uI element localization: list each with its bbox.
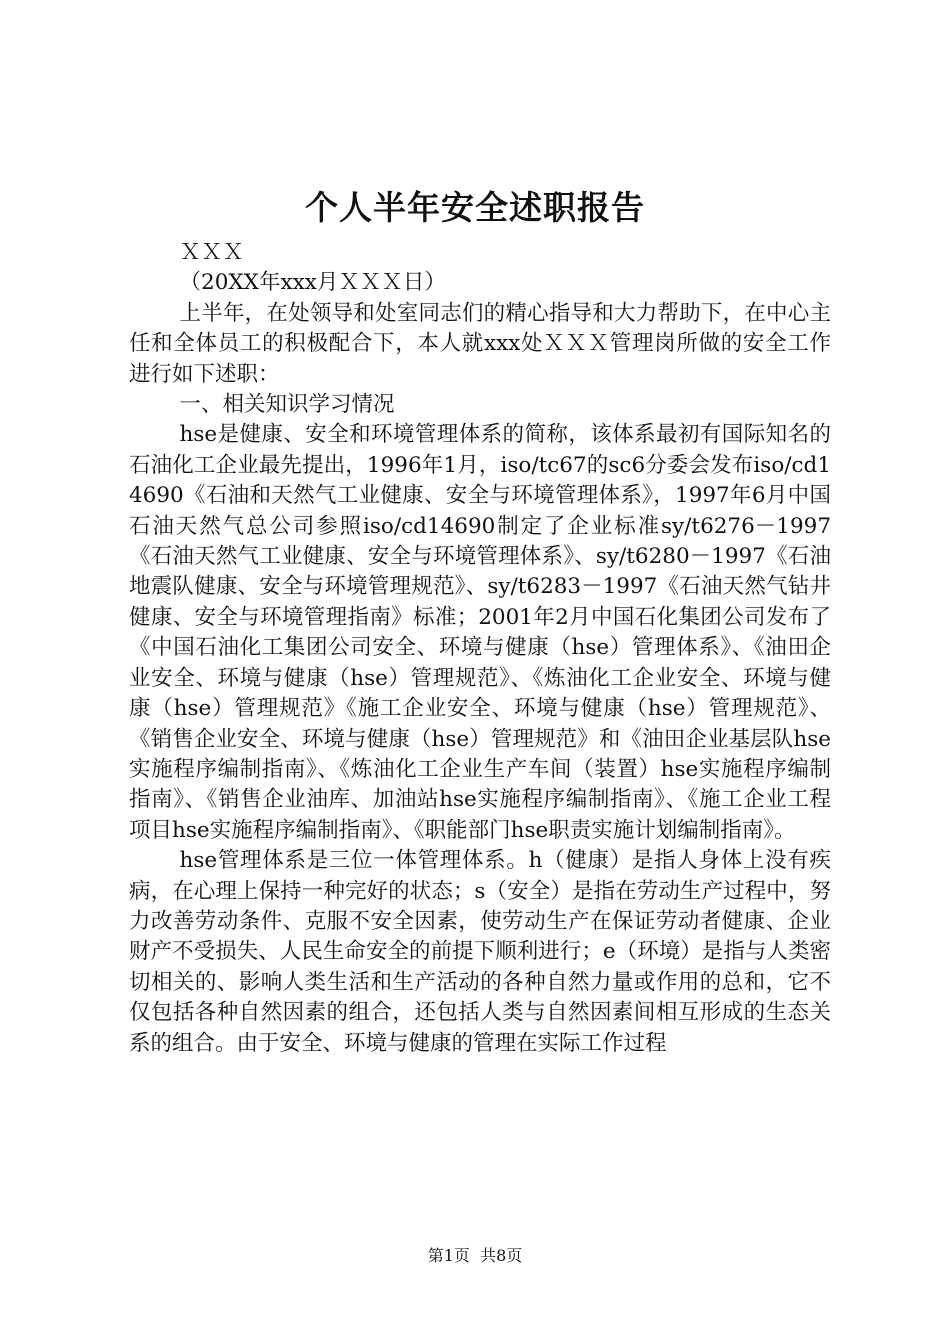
paragraph-hse-definition: hse管理体系是三位一体管理体系。h（健康）是指人身体上没有疾病，在心理上保持一种完好的状态；s（安全）是指在劳动生产过程中，努力改善劳动条件、克服不安全因素，使劳动生产在保证劳动者健康、企业财产不受损失、人民生命安全的前提下顺利进行；e（环境）是指与人类密切相关的、影响人类生活和生产活动的各种自然力量或作用的总和，它不仅包括各种自然因素的组合，还包括人类与自然因素间相互形成的生态关系的组合。由于安全、环境与健康的管理在实际工作过程	[129, 848, 831, 1056]
document-title: 个人半年安全述职报告	[305, 188, 645, 227]
page-number: 第1页	[427, 1246, 470, 1265]
author-line: ＸＸＸ	[179, 240, 245, 265]
paragraph-hse-history: hse是健康、安全和环境管理体系的简称，该体系最初有国际知名的石油化工企业最先提出，1996年1月，iso/tc67的sc6分委会发布iso/cd14690《石油和天然气工业健康、安全与环境管理体系》，1997年6月中国石油天然气总公司参照iso/cd14690制定了企业标准sy/t6276－1997《石油天然气工业健康、安全与环境管理体系》、sy/t6280－1997《石油地震队健康、安全与环境管理规范》、sy/t6283－1997《石油天然气钻井健康、安全与环境管理指南》标准；2001年2月中国石化集团公司发布了《中国石油化工集团公司安全、环境与健康（hse）管理体系》、《油田企业安全、环境与健康（hse）管理规范》、《炼油化工企业安全、环境与健康（hse）管理规范》《施工企业安全、环境与健康（hse）管理规范》、《销售企业安全、环境与健康（hse）管理规范》和《油田企业基层队hse实施程序编制指南》、《炼油化工企业生产车间（装置）hse实施程序编制指南》、《销售企业油库、加油站hse实施程序编制指南》、《施工企业工程项目hse实施程序编制指南》、《职能部门hse职责实施计划编制指南》。	[129, 422, 831, 843]
page-footer	[0, 1244, 950, 1268]
section-heading: 一、相关知识学习情况	[179, 392, 395, 418]
page-total: 共8页	[480, 1246, 523, 1265]
paragraph-intro: 上半年，在处领导和处室同志们的精心指导和大力帮助下，在中心主任和全体员工的积极配合下，本人就xxx处ＸＸＸ管理岗所做的安全工作进行如下述职：	[129, 300, 831, 387]
date-line: （20XX年xxx月ＸＸＸ日）	[179, 270, 446, 296]
document-body	[129, 238, 831, 1059]
